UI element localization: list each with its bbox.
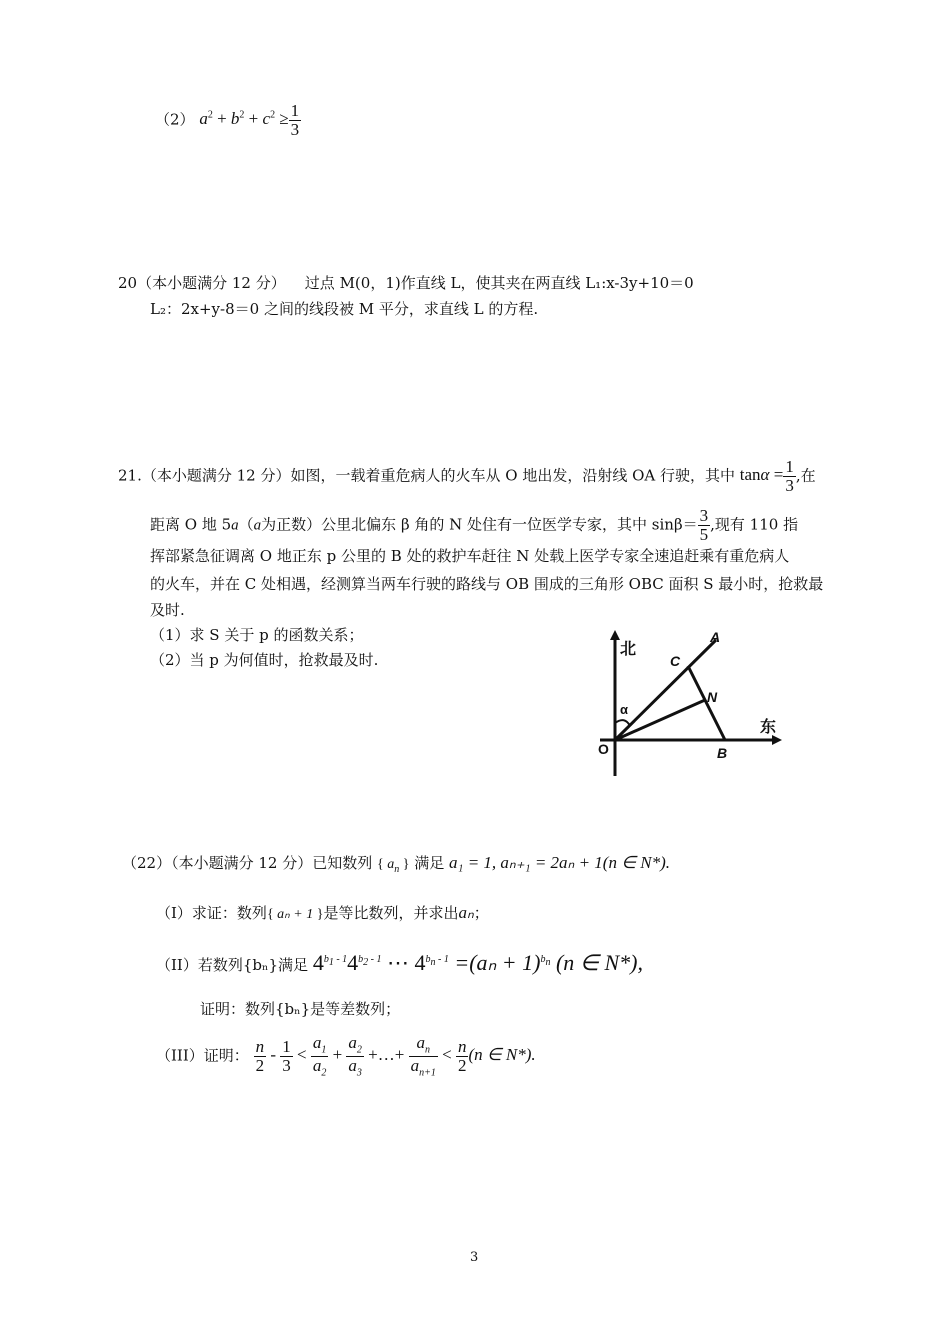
label-north: 北 bbox=[620, 641, 637, 658]
q21-line3: 挥部紧急征调离 O 地正东 p 公里的 B 处的救护车赶往 N 处载上医学专家全速追赶乘有重危病人 bbox=[150, 547, 790, 565]
label-east: 东 bbox=[760, 719, 777, 736]
q21-part2: （2）当 p 为何值时，抢救最及时. bbox=[150, 651, 379, 669]
q22-part2-proof: 证明：数列{bₙ}是等差数列； bbox=[200, 1000, 401, 1018]
q22-power-product: $4^{b_1 - 1}4^{b_2 - 1}$ ⋯ $4^{b_n - 1} =(a_n + 1)^{b_n}$ (n ∈ N*), bbox=[312, 950, 643, 975]
q21-line4: 的火车，并在 C 处相遇，经测算当两车行驶的路线与 OB 围成的三角形 OBC 面积 S 最小时，抢救最 bbox=[150, 575, 824, 593]
q20-line1 bbox=[118, 270, 694, 296]
segment-ON bbox=[615, 700, 705, 740]
label-B: B bbox=[717, 745, 728, 761]
label-C: C bbox=[670, 653, 681, 669]
label-N: N bbox=[707, 689, 718, 705]
label-O: O bbox=[598, 741, 609, 757]
q21-figure bbox=[580, 628, 790, 778]
q22-part3: （III）证明： $\frac{n}{2}$ - $\frac{1}{3}$ < $\frac{a_1}{a_2}$ + $\frac{a_2}{a_3}$ +…+ $\frac{a_n}{a_{n+1}}$ < $\frac{n}{2}$ (n ∈ N*). bbox=[156, 1033, 536, 1079]
q20-lead: 20（本小题满分 12 分） bbox=[118, 274, 286, 292]
q19-part2 bbox=[155, 102, 301, 139]
q21-text1: 21.（本小题满分 12 分）如图，一载着重危病人的火车从 O 地出发，沿射线 OA 行驶，其中 bbox=[118, 466, 735, 485]
q20-text2: L₂：2x+y-8＝0 之间的线段被 M 平分，求直线 L 的方程. bbox=[150, 300, 539, 318]
q22-recurrence: a₁ = 1, aₙ₊₁ = 2aₙ + 1(n ∈ N*). bbox=[449, 853, 671, 872]
q21-line2: 距离 O 地 5a（a为正数）公里北偏东 β 角的 N 处住有一位医学专家，其中 sinβ＝ $\frac{3}{5}$ ,现有 110 指 bbox=[150, 506, 799, 544]
q21-tan-formula: tanα = $\frac{1}{3}$ bbox=[739, 457, 794, 495]
q19-inequality: $a^2 + b^2 + c^2$ ≥ $\frac{1}{3}$ bbox=[199, 101, 300, 139]
q22-part1: （I）求证：数列{ aₙ + 1 }是等比数列，并求出aₙ； bbox=[156, 903, 489, 922]
angle-arc bbox=[615, 720, 630, 726]
label-A: A bbox=[710, 629, 721, 645]
north-arrowhead bbox=[610, 630, 620, 640]
q21-part1: （1）求 S 关于 p 的函数关系； bbox=[150, 626, 364, 644]
page-number: 3 bbox=[470, 1250, 479, 1265]
east-arrowhead bbox=[772, 735, 782, 745]
q21-line5: 及时. bbox=[150, 601, 185, 619]
q20-line2 bbox=[150, 296, 538, 322]
label-alpha: α bbox=[620, 702, 628, 717]
q19-part2-label: （2） bbox=[155, 110, 195, 129]
q20-text1: 过点 M(0，1)作直线 L，使其夹在两直线 L₁:x-3y+10＝0 bbox=[304, 274, 694, 292]
q22-part2: （II）若数列{bₙ}满足 $4^{b_1 - 1}4^{b_2 - 1}$ ⋯ $4^{b_n - 1} =(a_n + 1)^{b_n}$ (n ∈ N*), bbox=[156, 950, 643, 975]
q22-sum-inequality: $\frac{n}{2}$ - $\frac{1}{3}$ < $\frac{a_1}{a_2}$ + $\frac{a_2}{a_3}$ +…+ $\frac{a_n}{a_{n+1}}$ < $\frac{n}{2}$ (n ∈ N*). bbox=[255, 1033, 536, 1079]
q22-seq: { $a_n$ } bbox=[377, 857, 410, 875]
q22-lead: （22）（本小题满分 12 分）已知数列 { $a_n$ } 满足 a₁ = 1, aₙ₊₁ = 2aₙ + 1(n ∈ N*). bbox=[122, 853, 671, 875]
q21-line1: 21.（本小题满分 12 分）如图，一载着重危病人的火车从 O 地出发，沿射线 OA 行驶，其中 tanα = $\frac{1}{3}$ ,在 bbox=[118, 457, 816, 495]
